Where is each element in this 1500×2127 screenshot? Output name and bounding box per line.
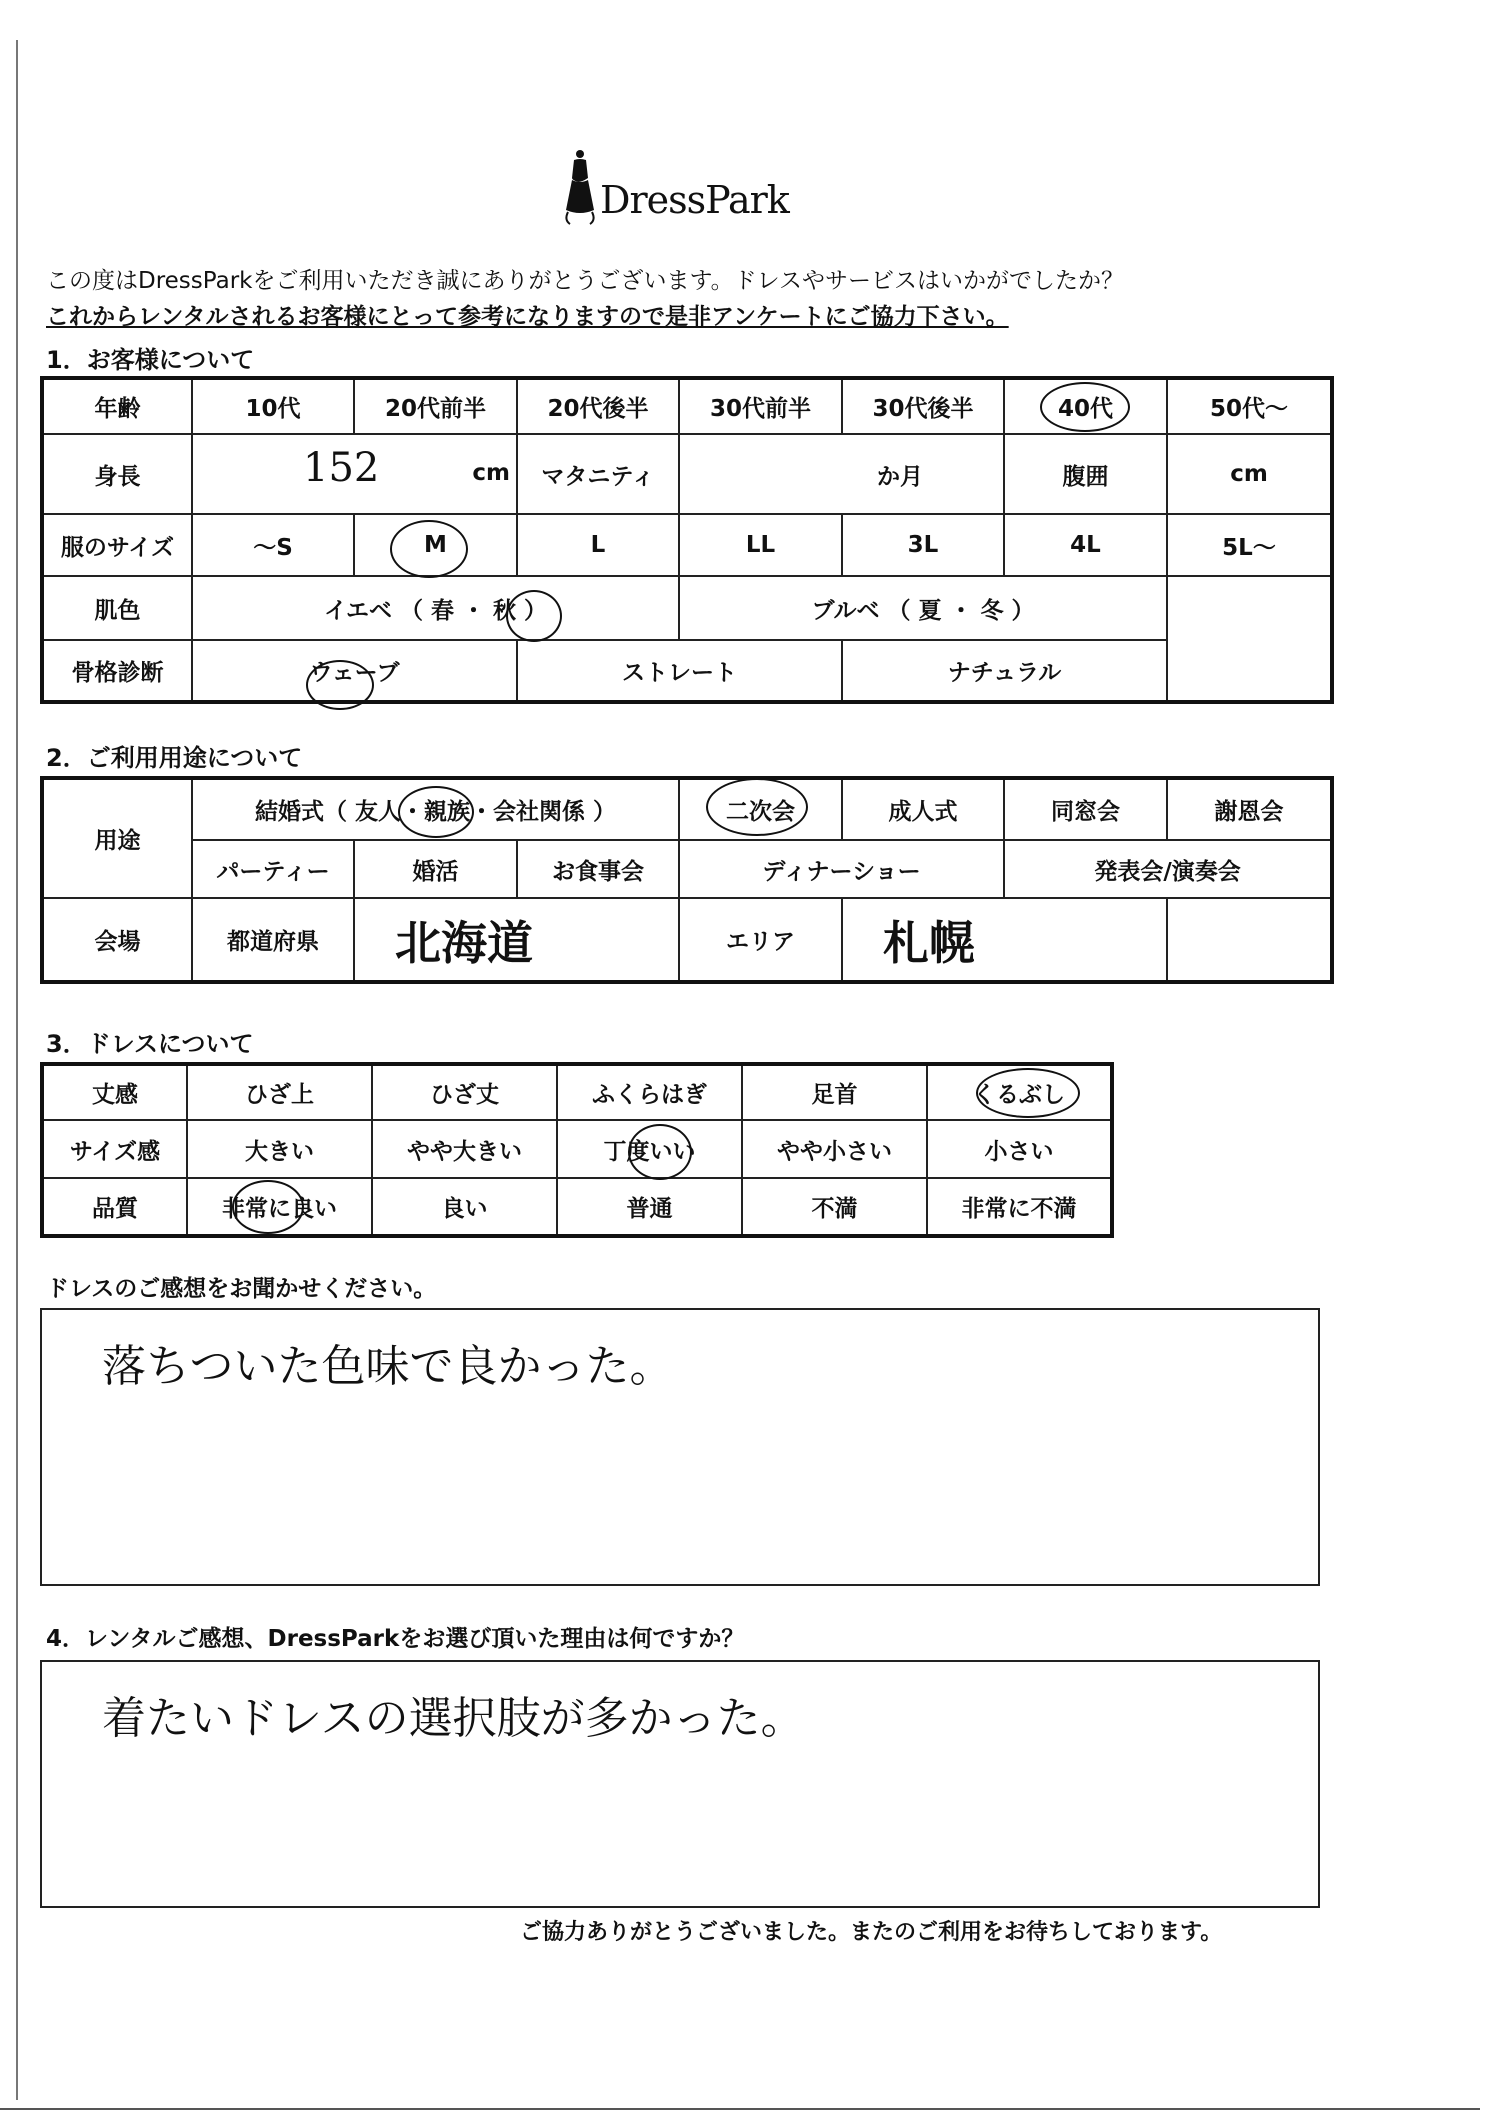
fit-label: サイズ感 xyxy=(42,1120,187,1178)
use-option[interactable]: お食事会 xyxy=(517,840,679,898)
venue-label: 会場 xyxy=(42,898,192,982)
skin-blue-base[interactable]: ブルベ （ 夏 ・ 冬 ） xyxy=(679,576,1167,640)
size-option[interactable]: 5L〜 xyxy=(1167,514,1332,576)
length-option[interactable]: 足首 xyxy=(742,1064,927,1120)
dress-feedback-answer: 落ちついた色味で良かった。 xyxy=(102,1341,674,1392)
use-option[interactable]: 成人式 xyxy=(842,778,1004,840)
section-4-question: 4．レンタルご感想、DressParkをお選び頂いた理由は何ですか？ xyxy=(46,1626,745,1652)
height-cell[interactable] xyxy=(192,434,517,514)
intro-line-1: この度はDressParkをご利用いただき誠にありがとうございます。ドレスやサービスはいかがでしたか？ xyxy=(46,268,1124,294)
fit-option-selected[interactable]: 丁度いい xyxy=(557,1120,742,1178)
bottom-edge-line xyxy=(0,2108,1480,2110)
use-option[interactable]: 婚活 xyxy=(354,840,517,898)
prefecture-label: 都道府県 xyxy=(192,898,354,982)
dress-table xyxy=(40,1062,1114,1238)
age-option[interactable]: 20代後半 xyxy=(517,378,679,434)
dress-form-icon xyxy=(560,148,600,228)
prefecture-value[interactable] xyxy=(354,898,679,982)
maternity-label: マタニティ xyxy=(517,434,679,514)
size-option[interactable]: 4L xyxy=(1004,514,1167,576)
length-label: 丈感 xyxy=(42,1064,187,1120)
length-option[interactable]: ふくらはぎ xyxy=(557,1064,742,1120)
area-value[interactable] xyxy=(842,898,1167,982)
frame-option-selected[interactable]: ウェーブ xyxy=(192,640,517,702)
fit-option[interactable]: やや小さい xyxy=(742,1120,927,1178)
frame-option[interactable]: ストレート xyxy=(517,640,842,702)
size-option[interactable]: L xyxy=(517,514,679,576)
prefecture-handwritten: 北海道 xyxy=(395,915,533,970)
use-option[interactable]: 同窓会 xyxy=(1004,778,1167,840)
length-option-selected[interactable]: くるぶし xyxy=(927,1064,1112,1120)
size-option[interactable]: 3L xyxy=(842,514,1004,576)
height-value: 152 xyxy=(303,445,380,491)
size-option[interactable]: 〜S xyxy=(192,514,354,576)
quality-option[interactable]: 不満 xyxy=(742,1178,927,1236)
quality-option[interactable]: 非常に不満 xyxy=(927,1178,1112,1236)
use-wedding[interactable]: 結婚式（ 友人・親族・会社関係 ） xyxy=(192,778,679,840)
length-option[interactable]: ひざ上 xyxy=(187,1064,372,1120)
use-option[interactable]: ディナーショー xyxy=(679,840,1004,898)
quality-option-selected[interactable]: 非常に良い xyxy=(187,1178,372,1236)
section-2-title: 2．ご利用用途について xyxy=(46,744,303,772)
use-label: 用途 xyxy=(42,778,192,898)
quality-label: 品質 xyxy=(42,1178,187,1236)
section-3-title: 3．ドレスについて xyxy=(46,1030,254,1058)
age-option[interactable]: 30代前半 xyxy=(679,378,842,434)
quality-option[interactable]: 良い xyxy=(372,1178,557,1236)
fit-option[interactable]: 小さい xyxy=(927,1120,1112,1178)
fit-option[interactable]: 大きい xyxy=(187,1120,372,1178)
age-option-selected[interactable]: 40代 xyxy=(1004,378,1167,434)
fit-option[interactable]: やや大きい xyxy=(372,1120,557,1178)
dress-feedback-box[interactable] xyxy=(40,1308,1320,1586)
use-option-selected[interactable]: 二次会 xyxy=(679,778,842,840)
footer-thanks: ご協力ありがとうございました。またのご利用をお待ちしております。 xyxy=(520,1920,1223,1945)
waist-unit[interactable]: cm xyxy=(1167,434,1332,514)
height-unit: cm xyxy=(472,460,510,486)
section-1-title: 1．お客様について xyxy=(46,346,255,374)
age-option[interactable]: 30代後半 xyxy=(842,378,1004,434)
age-option[interactable]: 50代〜 xyxy=(1167,378,1332,434)
height-label: 身長 xyxy=(42,434,192,514)
frame-option[interactable]: ナチュラル xyxy=(842,640,1167,702)
usage-table xyxy=(40,776,1334,984)
reason-answer: 着たいドレスの選択肢が多かった。 xyxy=(102,1693,805,1744)
left-margin-line xyxy=(16,40,18,2100)
skin-yellow-base[interactable]: イエベ （ 春 ・ 秋 ） xyxy=(192,576,679,640)
intro-line-2: これからレンタルされるお客様にとって参考になりますので是非アンケートにご協力下さい。 xyxy=(46,304,1009,330)
dresspark-logo xyxy=(560,148,800,228)
dress-feedback-question: ドレスのご感想をお聞かせください。 xyxy=(46,1276,437,1302)
length-option[interactable]: ひざ丈 xyxy=(372,1064,557,1120)
use-option[interactable]: パーティー xyxy=(192,840,354,898)
reason-box[interactable] xyxy=(40,1660,1320,1908)
maternity-unit[interactable]: か月 xyxy=(679,434,1004,514)
skin-label: 肌色 xyxy=(42,576,192,640)
age-label: 年齢 xyxy=(42,378,192,434)
customer-info-table xyxy=(40,376,1334,704)
use-option[interactable]: 謝恩会 xyxy=(1167,778,1332,840)
area-handwritten: 札幌 xyxy=(883,915,976,970)
logo-text: DressPark xyxy=(600,178,789,222)
age-option[interactable]: 20代前半 xyxy=(354,378,517,434)
size-option-selected[interactable]: M xyxy=(354,514,517,576)
use-option[interactable]: 発表会/演奏会 xyxy=(1004,840,1332,898)
waist-label: 腹囲 xyxy=(1004,434,1167,514)
size-option[interactable]: LL xyxy=(679,514,842,576)
quality-option[interactable]: 普通 xyxy=(557,1178,742,1236)
age-option[interactable]: 10代 xyxy=(192,378,354,434)
area-label: エリア xyxy=(679,898,842,982)
frame-label: 骨格診断 xyxy=(42,640,192,702)
size-label: 服のサイズ xyxy=(42,514,192,576)
